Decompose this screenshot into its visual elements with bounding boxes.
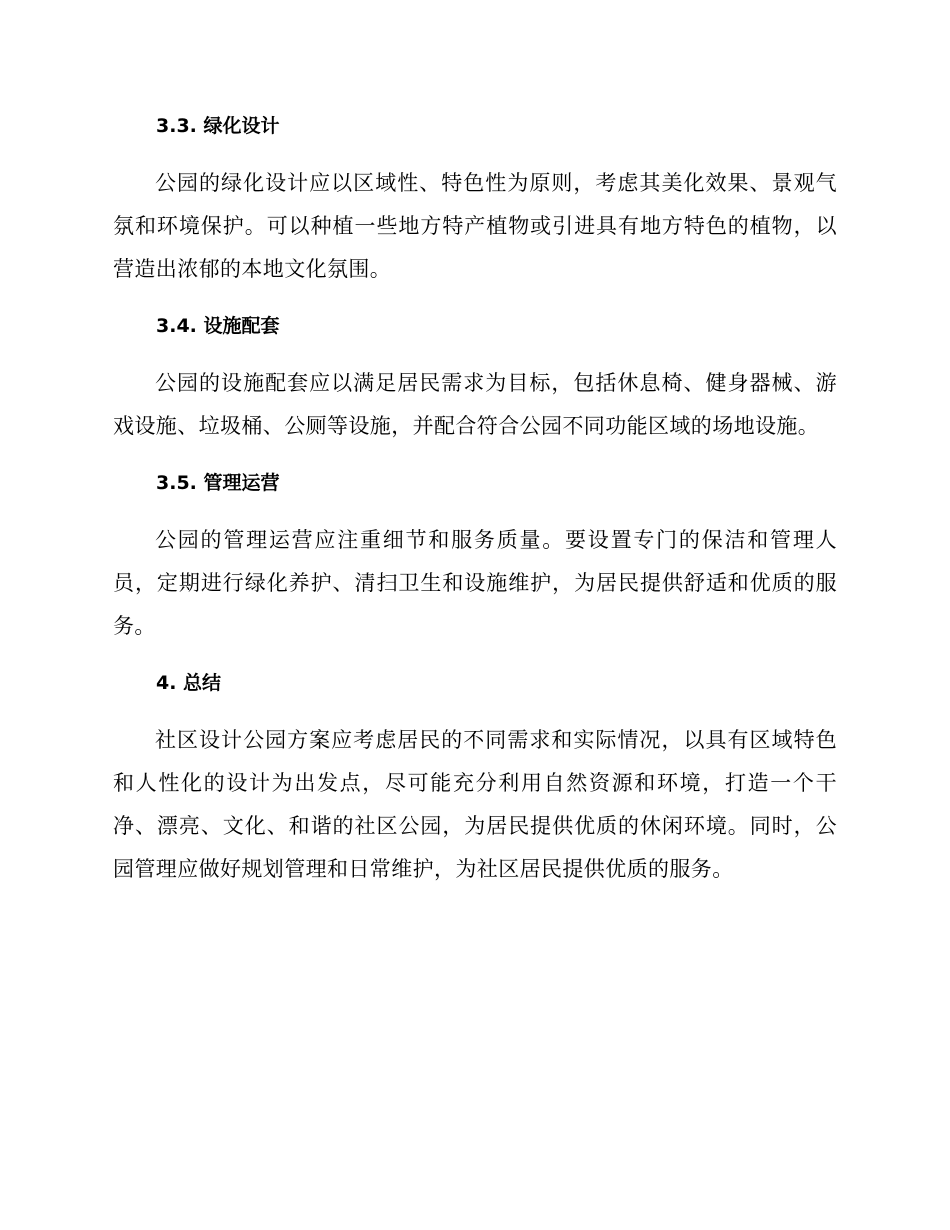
section-paragraph: 社区设计公园方案应考虑居民的不同需求和实际情况，以具有区域特色和人性化的设计为出发点，尽可能充分利用自然资源和环境，打造一个干净、漂亮、文化、和谐的社区公园，为居民提供优质的休闲环境。同时，公园管理应做好规划管理和日常维护，为社区居民提供优质的服务。 xyxy=(113,728,837,881)
section-paragraph: 公园的设施配套应以满足居民需求为目标，包括休息椅、健身器械、游戏设施、垃圾桶、公厕等设施，并配合符合公园不同功能区域的场地设施。 xyxy=(113,371,837,438)
section-paragraph: 公园的绿化设计应以区域性、特色性为原则，考虑其美化效果、景观气氛和环境保护。可以种植一些地方特产植物或引进具有地方特色的植物，以营造出浓郁的本地文化氛围。 xyxy=(113,171,837,281)
section-greening-design xyxy=(113,108,837,291)
section-heading: 3.5. 管理运营 xyxy=(156,472,280,494)
section-management xyxy=(113,465,837,648)
section-paragraph: 公园的管理运营应注重细节和服务质量。要设置专门的保洁和管理人员，定期进行绿化养护、清扫卫生和设施维护，为居民提供舒适和优质的服务。 xyxy=(113,528,837,638)
section-heading: 3.4. 设施配套 xyxy=(156,315,280,337)
section-heading: 3.3. 绿化设计 xyxy=(156,115,280,137)
document-page xyxy=(113,108,837,908)
section-heading: 4. 总结 xyxy=(156,672,222,694)
section-facilities xyxy=(113,308,837,448)
section-summary xyxy=(113,665,837,891)
